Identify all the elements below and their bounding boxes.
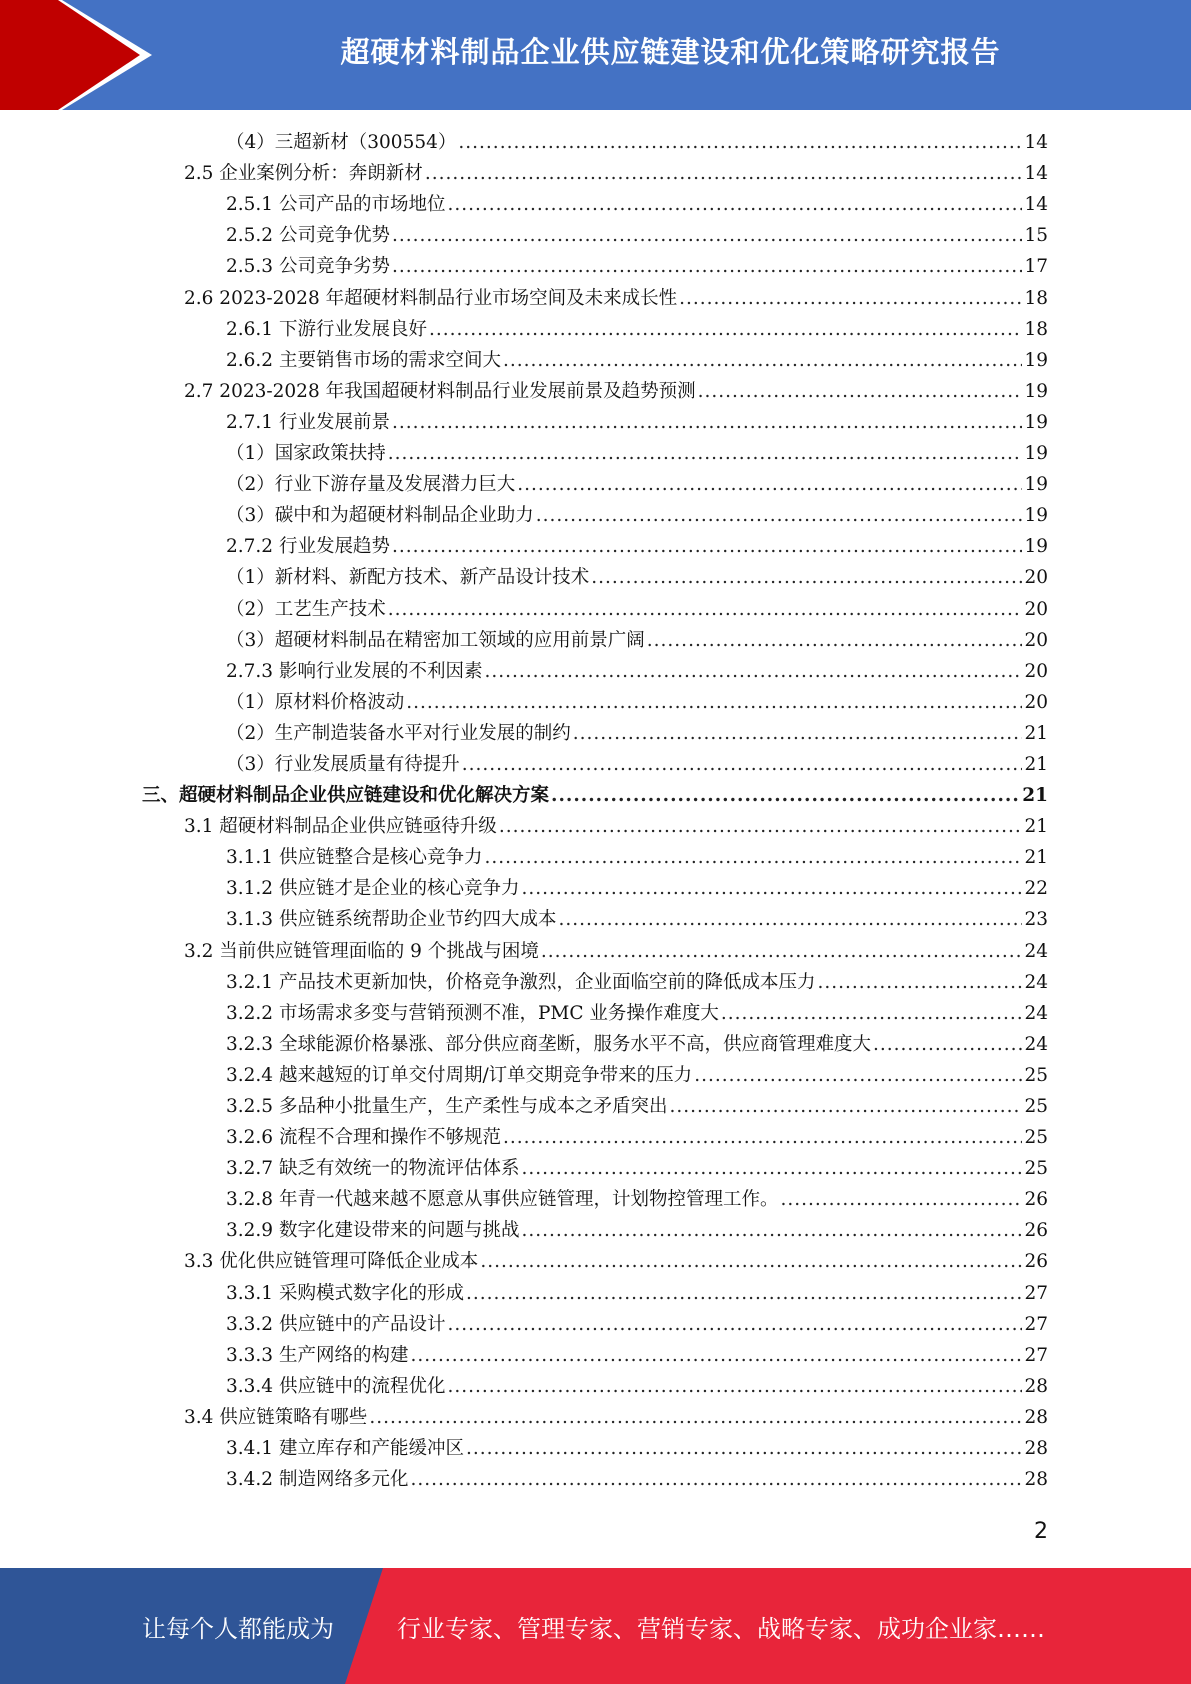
toc-entry-page: 14 xyxy=(1024,194,1048,216)
toc-entry-page: 19 xyxy=(1024,505,1048,527)
toc-entry-page: 15 xyxy=(1024,225,1048,247)
toc-entry[interactable] xyxy=(0,158,1191,189)
toc-leader-dots xyxy=(517,474,1022,496)
toc-leader-dots xyxy=(480,1251,1022,1273)
toc-entry-label: 2.6.1 下游行业发展良好 xyxy=(226,318,427,340)
toc-entry-page: 20 xyxy=(1024,660,1048,682)
toc-leader-dots xyxy=(447,1314,1022,1336)
toc-leader-dots xyxy=(573,723,1023,745)
toc-entry-page: 14 xyxy=(1024,132,1048,154)
toc-entry[interactable] xyxy=(0,904,1191,935)
toc-entry-label: 3.1.1 供应链整合是核心竞争力 xyxy=(226,847,483,869)
toc-entry-page: 25 xyxy=(1024,1127,1048,1149)
toc-entry-label: 2.7.3 影响行业发展的不利因素 xyxy=(226,660,483,682)
toc-leader-dots xyxy=(647,630,1023,652)
toc-entry[interactable] xyxy=(0,438,1191,469)
toc-entry[interactable] xyxy=(0,1433,1191,1464)
toc-leader-dots xyxy=(388,443,1023,465)
toc-leader-dots xyxy=(521,1220,1022,1242)
toc-leader-dots xyxy=(425,163,1023,185)
toc-entry[interactable] xyxy=(0,1153,1191,1184)
toc-leader-dots xyxy=(392,412,1022,434)
toc-entry[interactable] xyxy=(0,718,1191,749)
toc-entry-label: 2.5.1 公司产品的市场地位 xyxy=(226,194,446,216)
toc-entry[interactable] xyxy=(0,469,1191,500)
toc-entry[interactable] xyxy=(0,1340,1191,1371)
toc-entry-page: 24 xyxy=(1024,940,1048,962)
toc-entry-label: 3.2.9 数字化建设带来的问题与挑战 xyxy=(226,1220,520,1242)
toc-entry-page: 27 xyxy=(1024,1282,1048,1304)
toc-entry[interactable] xyxy=(0,780,1191,811)
toc-entry-page: 26 xyxy=(1024,1189,1048,1211)
toc-entry[interactable] xyxy=(0,1309,1191,1340)
toc-leader-dots xyxy=(817,972,1022,994)
toc-entry-page: 24 xyxy=(1024,1033,1048,1055)
toc-entry[interactable] xyxy=(0,531,1191,562)
toc-entry[interactable] xyxy=(0,1029,1191,1060)
toc-leader-dots xyxy=(484,847,1022,869)
toc-entry-page: 28 xyxy=(1024,1438,1048,1460)
toc-entry-page: 25 xyxy=(1024,1158,1048,1180)
toc-entry-page: 21 xyxy=(1024,816,1048,838)
toc-leader-dots xyxy=(462,754,1023,776)
toc-entry-page: 19 xyxy=(1024,349,1048,371)
toc-entry-label: 3.2.2 市场需求多变与营销预测不准，PMC 业务操作难度大 xyxy=(226,1002,719,1024)
toc-entry-label: 3.2 当前供应链管理面临的 9 个挑战与困境 xyxy=(184,940,539,962)
toc-entry-label: 3.2.3 全球能源价格暴涨、部分供应商垄断，服务水平不高，供应商管理难度大 xyxy=(226,1033,871,1055)
toc-entry-page: 28 xyxy=(1024,1406,1048,1428)
toc-leader-dots xyxy=(669,1096,1022,1118)
toc-entry-page: 25 xyxy=(1024,1096,1048,1117)
toc-leader-dots xyxy=(410,1345,1022,1367)
toc-leader-dots xyxy=(447,1376,1022,1398)
toc-entry-page: 20 xyxy=(1024,629,1048,651)
toc-entry-label: 3.2.8 年青一代越来越不愿意从事供应链管理，计划物控管理工作。 xyxy=(226,1189,779,1211)
toc-entry[interactable] xyxy=(0,935,1191,966)
toc-leader-dots xyxy=(551,785,1020,807)
toc-leader-dots xyxy=(447,194,1022,216)
report-title: 超硬材料制品企业供应链建设和优化策略研究报告 xyxy=(340,34,1001,69)
toc-entry-page: 26 xyxy=(1024,1220,1048,1242)
toc-entry-label: （3）超硬材料制品在精密加工领域的应用前景广阔 xyxy=(226,629,645,651)
toc-leader-dots xyxy=(536,505,1023,527)
toc-leader-dots xyxy=(466,1283,1022,1305)
toc-entry[interactable] xyxy=(0,749,1191,780)
toc-leader-dots xyxy=(694,1065,1022,1087)
toc-entry-page: 25 xyxy=(1024,1064,1048,1086)
footer-slogan-right: 行业专家、管理专家、营销专家、战略专家、成功企业家…… xyxy=(397,1614,1045,1643)
toc-entry-page: 21 xyxy=(1024,753,1048,775)
toc-entry-page: 20 xyxy=(1024,691,1048,713)
toc-leader-dots xyxy=(388,599,1023,621)
toc-leader-dots xyxy=(466,1438,1022,1460)
toc-entry[interactable] xyxy=(0,562,1191,593)
toc-leader-dots xyxy=(541,941,1023,963)
toc-entry[interactable] xyxy=(0,687,1191,718)
toc-entry[interactable] xyxy=(0,1277,1191,1308)
toc-entry-label: （3）行业发展质量有待提升 xyxy=(226,753,460,775)
toc-entry-label: 3.1 超硬材料制品企业供应链亟待升级 xyxy=(184,816,497,838)
toc-entry[interactable] xyxy=(0,811,1191,842)
toc-entry-label: 3.3.4 供应链中的流程优化 xyxy=(226,1375,446,1397)
toc-leader-dots xyxy=(458,132,1022,154)
toc-entry-page: 20 xyxy=(1024,598,1048,620)
toc-leader-dots xyxy=(558,909,1022,931)
toc-leader-dots xyxy=(679,288,1022,310)
toc-entry[interactable] xyxy=(0,376,1191,407)
toc-entry-page: 21 xyxy=(1022,785,1048,807)
toc-entry-label: （1）国家政策扶持 xyxy=(226,443,386,465)
toc-entry-page: 19 xyxy=(1024,380,1048,402)
toc-entry-page: 23 xyxy=(1024,909,1048,931)
toc-entry-page: 27 xyxy=(1024,1313,1048,1335)
toc-entry-page: 24 xyxy=(1024,1002,1048,1024)
toc-entry[interactable] xyxy=(0,625,1191,656)
toc-entry-label: 3.1.3 供应链系统帮助企业节约四大成本 xyxy=(226,909,557,931)
toc-entry[interactable] xyxy=(0,314,1191,345)
toc-entry[interactable] xyxy=(0,873,1191,904)
toc-leader-dots xyxy=(521,878,1022,900)
toc-entry-page: 18 xyxy=(1024,318,1048,340)
toc-entry-page: 17 xyxy=(1024,256,1048,278)
toc-entry[interactable] xyxy=(0,1060,1191,1091)
toc-entry-label: 3.1.2 供应链才是企业的核心竞争力 xyxy=(226,878,520,900)
toc-leader-dots xyxy=(721,1003,1023,1025)
toc-leader-dots xyxy=(698,381,1023,403)
page-footer xyxy=(0,1568,1191,1684)
toc-entry-label: （2）行业下游存量及发展潜力巨大 xyxy=(226,474,516,496)
toc-entry[interactable] xyxy=(0,593,1191,624)
toc-entry-label: 3.2.1 产品技术更新加快，价格竞争激烈，企业面临空前的降低成本压力 xyxy=(226,971,816,993)
toc-entry-label: （1）原材料价格波动 xyxy=(226,691,405,713)
toc-entry-page: 22 xyxy=(1024,878,1048,900)
toc-entry-page: 26 xyxy=(1024,1251,1048,1273)
toc-entry-label: 2.6 2023-2028 年超硬材料制品行业市场空间及未来成长性 xyxy=(184,287,678,309)
toc-leader-dots xyxy=(499,816,1023,838)
toc-entry-label: 2.5 企业案例分析：奔朗新材 xyxy=(184,163,423,185)
toc-entry-label: 3.2.5 多品种小批量生产，生产柔性与成本之矛盾突出 xyxy=(226,1096,668,1117)
toc-entry-page: 28 xyxy=(1024,1469,1048,1491)
toc-entry[interactable] xyxy=(0,1464,1191,1495)
toc-leader-dots xyxy=(780,1189,1022,1211)
toc-entry[interactable] xyxy=(0,345,1191,376)
toc-entry[interactable] xyxy=(0,1122,1191,1153)
toc-entry-label: 3.3.3 生产网络的构建 xyxy=(226,1344,409,1366)
toc-entry-label: 3.4 供应链策略有哪些 xyxy=(184,1406,368,1428)
toc-leader-dots xyxy=(392,225,1022,247)
toc-entry-page: 19 xyxy=(1024,411,1048,433)
toc-entry-label: 三、超硬材料制品企业供应链建设和优化解决方案 xyxy=(142,785,550,807)
toc-entry-label: （3）碳中和为超硬材料制品企业助力 xyxy=(226,505,534,527)
toc-entry-label: 3.3.1 采购模式数字化的形成 xyxy=(226,1282,464,1304)
toc-leader-dots xyxy=(429,319,1022,341)
toc-entry[interactable] xyxy=(0,1246,1191,1277)
toc-entry[interactable] xyxy=(0,220,1191,251)
toc-entry-label: 3.3 优化供应链管理可降低企业成本 xyxy=(184,1251,479,1273)
toc-entry-page: 19 xyxy=(1024,536,1048,558)
toc-entry-page: 24 xyxy=(1024,971,1048,993)
toc-entry-label: 3.3.2 供应链中的产品设计 xyxy=(226,1313,446,1335)
toc-entry-page: 18 xyxy=(1024,287,1048,309)
toc-entry-label: 2.7.2 行业发展趋势 xyxy=(226,536,390,558)
toc-leader-dots xyxy=(406,692,1022,714)
toc-entry[interactable] xyxy=(0,1091,1191,1122)
toc-entry-page: 21 xyxy=(1024,847,1048,869)
toc-entry-label: （2）生产制造装备水平对行业发展的制约 xyxy=(226,722,571,744)
toc-entry-label: （4）三超新材（300554） xyxy=(226,132,457,154)
toc-entry-page: 14 xyxy=(1024,163,1048,185)
footer-slogan-left: 让每个人都能成为 xyxy=(142,1614,334,1643)
toc-entry[interactable] xyxy=(0,1215,1191,1246)
toc-entry-label: 2.7 2023-2028 年我国超硬材料制品行业发展前景及趋势预测 xyxy=(184,380,696,402)
toc-entry-label: 2.5.2 公司竞争优势 xyxy=(226,225,390,247)
table-of-contents xyxy=(0,127,1191,1495)
toc-entry-label: 3.2.7 缺乏有效统一的物流评估体系 xyxy=(226,1158,520,1180)
toc-leader-dots xyxy=(369,1407,1022,1429)
toc-entry[interactable] xyxy=(0,998,1191,1029)
toc-leader-dots xyxy=(392,256,1022,278)
toc-leader-dots xyxy=(591,567,1022,589)
toc-entry[interactable] xyxy=(0,967,1191,998)
toc-entry[interactable] xyxy=(0,500,1191,531)
toc-entry[interactable] xyxy=(0,407,1191,438)
toc-entry[interactable] xyxy=(0,1184,1191,1215)
toc-leader-dots xyxy=(503,350,1022,372)
page-header xyxy=(0,0,1191,110)
toc-entry-label: 3.4.1 建立库存和产能缓冲区 xyxy=(226,1438,464,1460)
toc-entry[interactable] xyxy=(0,1371,1191,1402)
toc-entry-label: （1）新材料、新配方技术、新产品设计技术 xyxy=(226,567,590,589)
toc-entry[interactable] xyxy=(0,842,1191,873)
toc-entry-page: 21 xyxy=(1024,722,1048,744)
toc-entry-label: 2.7.1 行业发展前景 xyxy=(226,411,390,433)
toc-entry[interactable] xyxy=(0,127,1191,158)
toc-entry-label: 2.5.3 公司竞争劣势 xyxy=(226,256,390,278)
toc-leader-dots xyxy=(503,1127,1022,1149)
toc-entry-page: 20 xyxy=(1024,567,1048,589)
toc-entry-page: 27 xyxy=(1024,1344,1048,1366)
toc-entry-page: 19 xyxy=(1024,474,1048,496)
toc-entry[interactable] xyxy=(0,189,1191,220)
toc-entry[interactable] xyxy=(0,1402,1191,1433)
toc-leader-dots xyxy=(873,1034,1022,1056)
toc-entry-label: 3.2.6 流程不合理和操作不够规范 xyxy=(226,1127,501,1149)
toc-leader-dots xyxy=(484,661,1022,683)
page-number: 2 xyxy=(1034,1519,1048,1544)
toc-leader-dots xyxy=(521,1158,1022,1180)
toc-entry[interactable] xyxy=(0,282,1191,313)
toc-entry-page: 28 xyxy=(1024,1375,1048,1397)
toc-entry-page: 19 xyxy=(1024,443,1048,465)
toc-entry[interactable] xyxy=(0,251,1191,282)
toc-entry-label: 3.4.2 制造网络多元化 xyxy=(226,1469,409,1491)
toc-leader-dots xyxy=(392,536,1022,558)
toc-entry-label: 3.2.4 越来越短的订单交付周期/订单交期竞争带来的压力 xyxy=(226,1064,693,1086)
toc-entry-label: 2.6.2 主要销售市场的需求空间大 xyxy=(226,349,501,371)
toc-leader-dots xyxy=(410,1469,1022,1491)
toc-entry[interactable] xyxy=(0,656,1191,687)
toc-entry-label: （2）工艺生产技术 xyxy=(226,598,386,620)
